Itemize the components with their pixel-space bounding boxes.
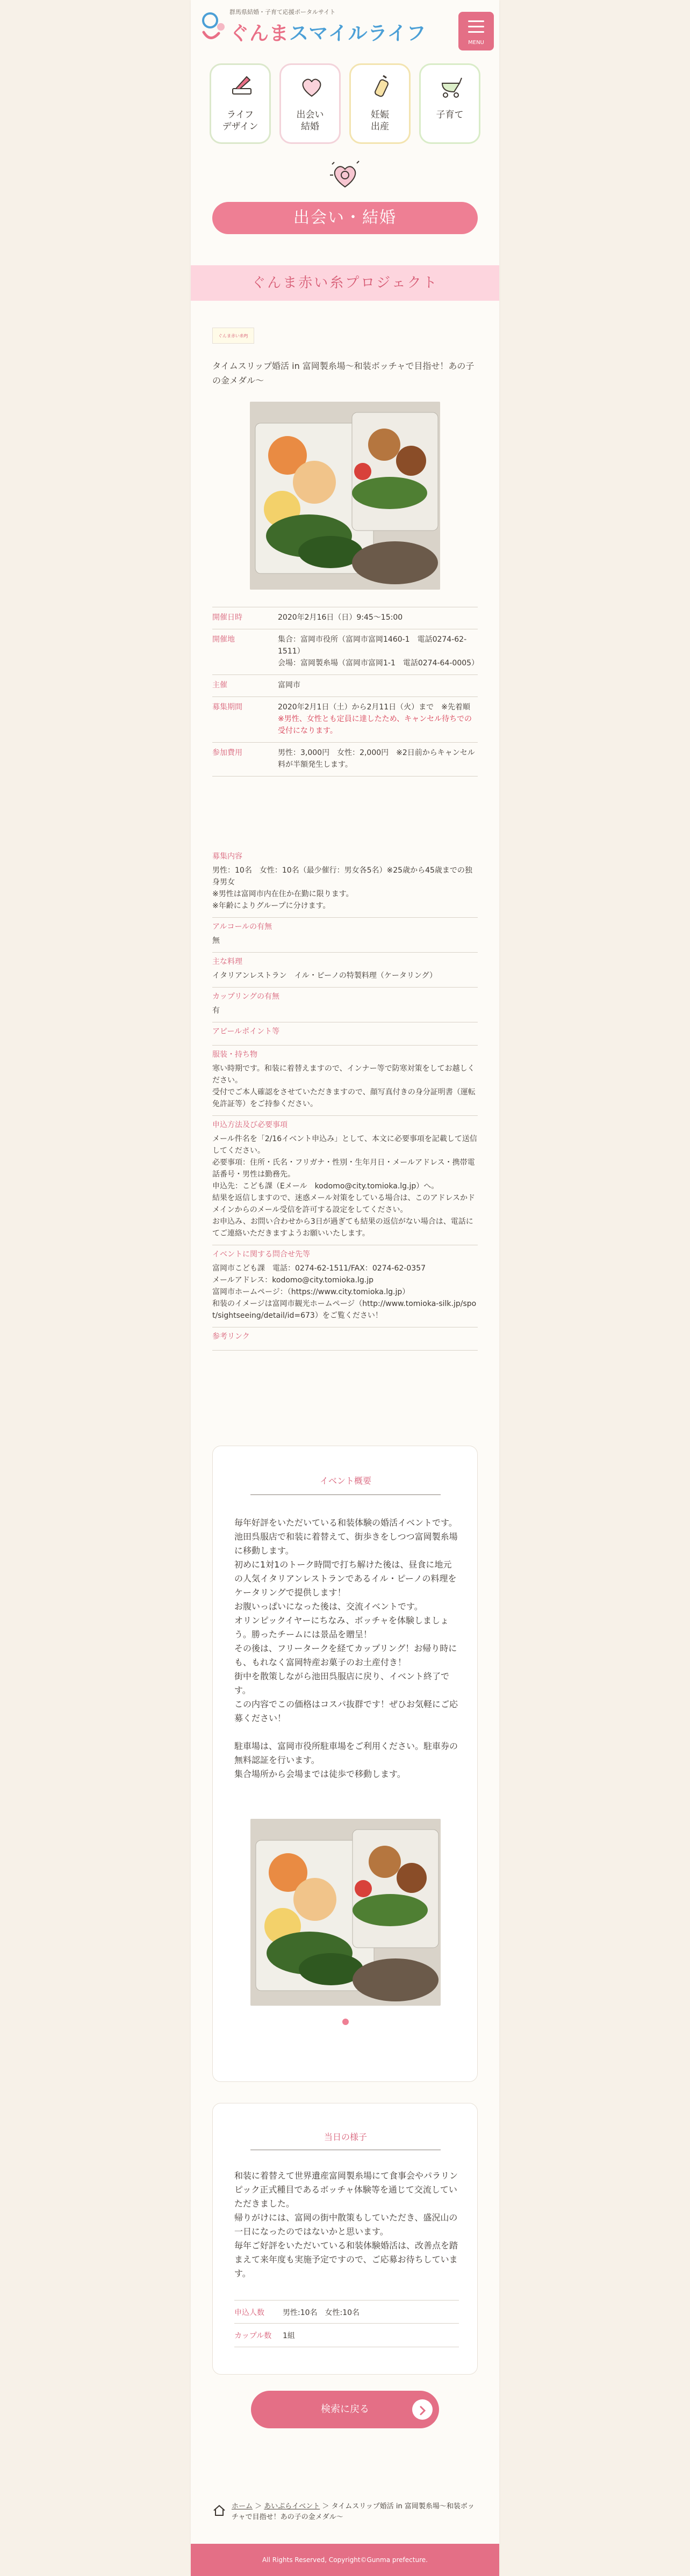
category-label: 妊娠 出産	[371, 110, 389, 132]
hamburger-icon	[468, 31, 484, 33]
home-icon	[212, 2504, 226, 2517]
hamburger-icon	[468, 20, 484, 22]
chevron-right-icon	[412, 2399, 433, 2420]
info-recruitment	[212, 847, 478, 918]
site-logo[interactable]	[198, 8, 427, 50]
project-band-title: ぐんま赤い糸プロジェクト	[191, 265, 499, 301]
day-report-card	[212, 2103, 478, 2375]
info-heading: 服装・持ち物	[212, 1050, 257, 1059]
info-text: 無	[212, 937, 220, 945]
breadcrumb-home-link[interactable]: ホーム	[232, 2502, 253, 2510]
info-heading[interactable]: 参考リンク	[212, 1332, 250, 1341]
info-heading: 主な料理	[212, 957, 242, 966]
info-coupling	[212, 988, 478, 1022]
page	[191, 0, 499, 2576]
info-alcohol	[212, 918, 478, 953]
stat-couples	[234, 2324, 459, 2347]
info-text: 男性：10名 女性：10名（最少催行：男女各5名）※25歳から45歳までの独身男女 ※男性は富岡市内在住か在勤に限ります。 ※年齢によりグループに分けます。	[212, 866, 472, 910]
pencil-icon	[228, 72, 255, 99]
breadcrumb-parent-link[interactable]: あいぷらイベント	[264, 2502, 320, 2510]
breadcrumb	[212, 2501, 478, 2523]
stroller-icon	[438, 72, 465, 99]
heart-ring-icon	[329, 159, 361, 190]
detail-row-venue	[212, 629, 478, 675]
category-childcare[interactable]	[419, 63, 480, 144]
period-text: 2020年2月1日（土）から2月11日（火）まで ※先着順	[278, 703, 470, 712]
detail-label: 開催地	[212, 635, 235, 644]
event-title: タイムスリップ婚活 in 富岡製糸場〜和装ボッチャで目指せ！あの子の金メダル〜	[212, 361, 475, 386]
info-heading: アピールポイント等	[212, 1027, 280, 1036]
back-to-search-button[interactable]	[251, 2391, 439, 2428]
stat-applicants	[234, 2300, 459, 2324]
smile-logo-icon	[198, 11, 228, 46]
card-divider	[250, 1494, 441, 1495]
category-label: 出会い 結婚	[296, 110, 324, 132]
site-title-a: ぐんま	[229, 23, 290, 45]
footer-copyright: All Rights Reserved, Copyright©Gunma prefecture.	[191, 2544, 499, 2576]
section-title: 出会い・結婚	[212, 202, 478, 234]
detail-label: 開催日時	[212, 613, 242, 622]
baby-bottle-icon	[368, 72, 395, 99]
period-warning: ※男性、女性とも定員に達したため、キャンセル待ちでの受付になります。	[278, 715, 472, 735]
event-info	[212, 847, 478, 1351]
info-food	[212, 953, 478, 988]
detail-value: 集合：富岡市役所（富岡市富岡1460-1 電話0274-62-1511） 会場：富岡製糸場（富岡市富岡1-1 電話0274-64-0005）	[278, 635, 479, 667]
info-heading: アルコールの有無	[212, 923, 272, 931]
detail-row-period	[212, 697, 478, 743]
breadcrumb-trail: ホーム ＞ あいぷらイベント ＞ タイムスリップ婚活 in 富岡製糸場〜和装ボッチャで目指せ！あの子の金メダル〜	[232, 2502, 475, 2521]
bento-photo	[250, 402, 440, 590]
hamburger-icon	[468, 26, 484, 27]
back-button-label: 検索に戻る	[321, 2404, 369, 2415]
stat-label: カップル数	[234, 2332, 272, 2340]
info-dress	[212, 1046, 478, 1116]
detail-label: 募集期間	[212, 703, 242, 712]
category-label: 子育て	[436, 110, 464, 120]
info-text: メール件名を「2/16イベント申込み」として、本文に必要事項を記載して送信してください。 必要事項：住所・氏名・フリガナ・性別・生年月日・メールアドレス・携帯電話番号・男性は勤務先。 申込先：こども課（Eメール kodomo@city.tomioka.lg.jp）へ。 結果を返信しますので、迷惑メール対策をしている場合は、このアドレスかドメインからのメール受信を許可する設定をしてください。 お申込み、お問い合わせから3日が過ぎても結果の返信がない場合は、電話にてご連絡いただきますようお願いいたします。	[212, 1135, 477, 1238]
project-logo	[212, 328, 254, 344]
detail-value: 2020年2月16日（日）9:45〜15:00	[278, 613, 403, 622]
detail-value	[278, 697, 478, 742]
info-contact	[212, 1245, 478, 1327]
info-heading: 募集内容	[212, 852, 242, 861]
info-heading: カップリングの有無	[212, 992, 280, 1001]
site-title	[229, 18, 426, 46]
info-text: 寒い時期です。和装に着替えますので、インナー等で防寒対策をしてお越しください。 受付でご本人確認をさせていただきますので、顔写真付きの身分証明書（運転免許証等）をご持参ください。	[212, 1064, 476, 1108]
category-encounter-marriage[interactable]	[279, 63, 341, 144]
info-text: 有	[212, 1006, 220, 1015]
stat-label: 申込人数	[234, 2309, 264, 2317]
category-label: ライフ デザイン	[222, 110, 258, 132]
card-heading: 当日の様子	[324, 2132, 367, 2142]
detail-row-organizer	[212, 675, 478, 697]
breadcrumb-current: タイムスリップ婚活 in 富岡製糸場〜和装ボッチャで目指せ！あの子の金メダル〜	[232, 2502, 475, 2521]
category-pregnancy-birth[interactable]	[349, 63, 411, 144]
info-text: 富岡市こども課 電話：0274-62-1511/FAX：0274-62-0357 メールアドレス：kodomo@city.tomioka.lg.jp 富岡市ホームページ：（https://www.city.tomioka.lg.jp） 和装のイメージは富岡市観光ホームページ（http://www.tomioka-silk.jp/spot/sightseeing/detail/id=673）をご覧ください！	[212, 1264, 477, 1320]
info-text: イタリアンレストラン イル・ピーノの特製料理（ケータリング）	[212, 971, 437, 980]
site-title-b: スマイルライフ	[289, 23, 427, 45]
detail-row-fee	[212, 743, 478, 777]
menu-label: MENU	[468, 40, 484, 46]
event-details	[212, 607, 478, 777]
event-photo	[250, 1819, 441, 2006]
detail-value: 男性：3,000円 女性：2,000円 ※2日前からキャンセル料が半額発生します。	[278, 749, 475, 769]
detail-row-date	[212, 607, 478, 629]
card-heading: イベント概要	[319, 1476, 371, 1486]
info-apply	[212, 1116, 478, 1245]
category-life-design[interactable]	[210, 63, 271, 144]
site-tagline: 群馬県結婚・子育て応援ポータルサイト	[229, 9, 336, 16]
info-appeal	[212, 1022, 478, 1046]
event-photo	[250, 402, 440, 590]
info-links	[212, 1327, 478, 1351]
info-heading: イベントに関する問合せ先等	[212, 1250, 310, 1259]
category-nav	[210, 63, 480, 145]
card-body: 毎年好評をいただいている和装体験の婚活イベントです。 池田呉服店で和装に着替えて、街歩きをしつつ富岡製糸場に移動します。 初めに1対1のトーク時間で打ち解けた後は、昼食に地元の人気イタリアンレストランであるイル・ピーノの料理をケータリングで提供します！ お腹いっぱいになった後は、交流イベントです。 オリンピックイヤーにちなみ、ボッチャを体験しましょう。勝ったチームには景品を贈呈！ その後は、フリータークを経てカップリング！お帰り時にも、もれなく富岡特産お菓子のお土産付き！ 街中を散策しながら池田呉服店に戻り、イベント終了です。 この内容でこの価格はコスパ抜群です！ぜひお気軽にご応募ください！ 駐車場は、富岡市役所駐車場をご利用ください。駐車券の無料認証を行います。 集合場所から会場までは徒歩で移動します。	[234, 1518, 458, 1779]
stat-value: 1組	[283, 2332, 295, 2340]
info-heading: 申込方法及び必要事項	[212, 1121, 288, 1129]
bento-photo	[250, 1819, 441, 2006]
site-header	[191, 0, 499, 59]
stat-value: 男性:10名 女性:10名	[283, 2309, 360, 2317]
project-logo-text: ぐんま赤い糸PJ	[218, 333, 248, 338]
detail-label: 参加費用	[212, 749, 242, 757]
detail-label: 主催	[212, 681, 227, 690]
couple-icon	[298, 72, 325, 99]
menu-button[interactable]	[458, 12, 494, 50]
slider-dot[interactable]	[342, 2019, 349, 2025]
card-body: 和装に着替えて世界遺産富岡製糸場にて食事会やパラリンピック正式種目であるボッチャ体験等を通じて交流していただきました。 帰りがけには、富岡の街中散策もしていただき、盛況山の一日になったのではないかと思います。 毎年ご好評をいただいている和装体験婚活は、改善点を踏まえて来年度も実施予定ですので、ご応募お待ちしています。	[234, 2171, 458, 2279]
detail-value: 富岡市	[278, 681, 300, 690]
event-overview-card	[212, 1446, 478, 2082]
